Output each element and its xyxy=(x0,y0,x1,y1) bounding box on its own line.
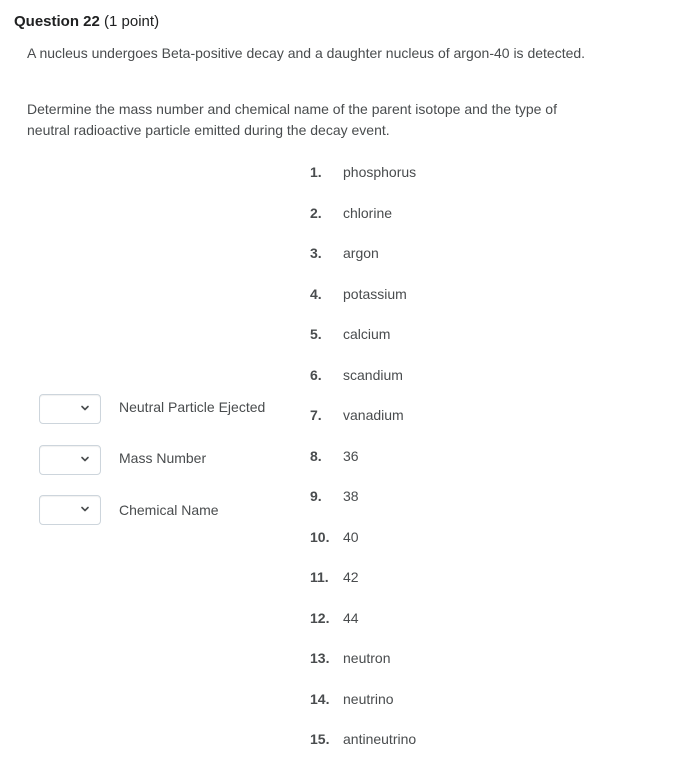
choice-number: 13. xyxy=(310,650,330,666)
question-paragraph-1: A nucleus undergoes Beta-positive decay and a daughter nucleus of argon-40 is detected. xyxy=(27,45,586,61)
question-header xyxy=(14,13,159,30)
choice-number: 10. xyxy=(310,529,330,545)
choice-number: 14. xyxy=(310,691,330,707)
choice-number: 7. xyxy=(310,407,322,423)
choice-text: neutron xyxy=(343,650,391,666)
choice-text: 42 xyxy=(343,569,359,585)
question-points: (1 point) xyxy=(104,13,160,30)
mass-number-label: Mass Number xyxy=(119,450,207,466)
chevron-down-icon xyxy=(80,403,90,413)
choice-text: 38 xyxy=(343,488,359,504)
chemical-name-select[interactable] xyxy=(39,495,101,525)
choice-text: 36 xyxy=(343,448,359,464)
mass-number-select[interactable] xyxy=(39,445,101,475)
choice-text: chlorine xyxy=(343,205,393,221)
choice-number: 8. xyxy=(310,448,322,464)
choice-number: 15. xyxy=(310,731,330,747)
choice-number: 4. xyxy=(310,286,322,302)
choice-number: 1. xyxy=(310,164,322,180)
choice-text: calcium xyxy=(343,326,391,342)
choice-number: 9. xyxy=(310,488,322,504)
chevron-down-icon xyxy=(80,454,90,464)
neutral-particle-select[interactable] xyxy=(39,394,101,424)
choice-text: potassium xyxy=(343,286,407,302)
choice-number: 12. xyxy=(310,610,330,626)
choice-text: argon xyxy=(343,245,379,261)
question-title: Question 22 xyxy=(14,13,100,30)
choice-number: 3. xyxy=(310,245,322,261)
neutral-particle-label: Neutral Particle Ejected xyxy=(119,399,266,415)
choice-text: vanadium xyxy=(343,407,404,423)
choice-number: 5. xyxy=(310,326,322,342)
choice-number: 2. xyxy=(310,205,322,221)
choice-text: antineutrino xyxy=(343,731,417,747)
choice-text: scandium xyxy=(343,367,403,383)
chevron-down-icon xyxy=(80,504,90,514)
choice-number: 11. xyxy=(310,569,329,585)
choice-text: 44 xyxy=(343,610,359,626)
choice-text: 40 xyxy=(343,529,359,545)
question-paragraph-2: Determine the mass number and chemical name of the parent isotope and the type of neutral radioactive particle emitted during the decay event. xyxy=(27,101,557,138)
chemical-name-label: Chemical Name xyxy=(119,502,219,518)
choice-text: neutrino xyxy=(343,691,394,707)
choice-number: 6. xyxy=(310,367,322,383)
choice-text: phosphorus xyxy=(343,164,417,180)
